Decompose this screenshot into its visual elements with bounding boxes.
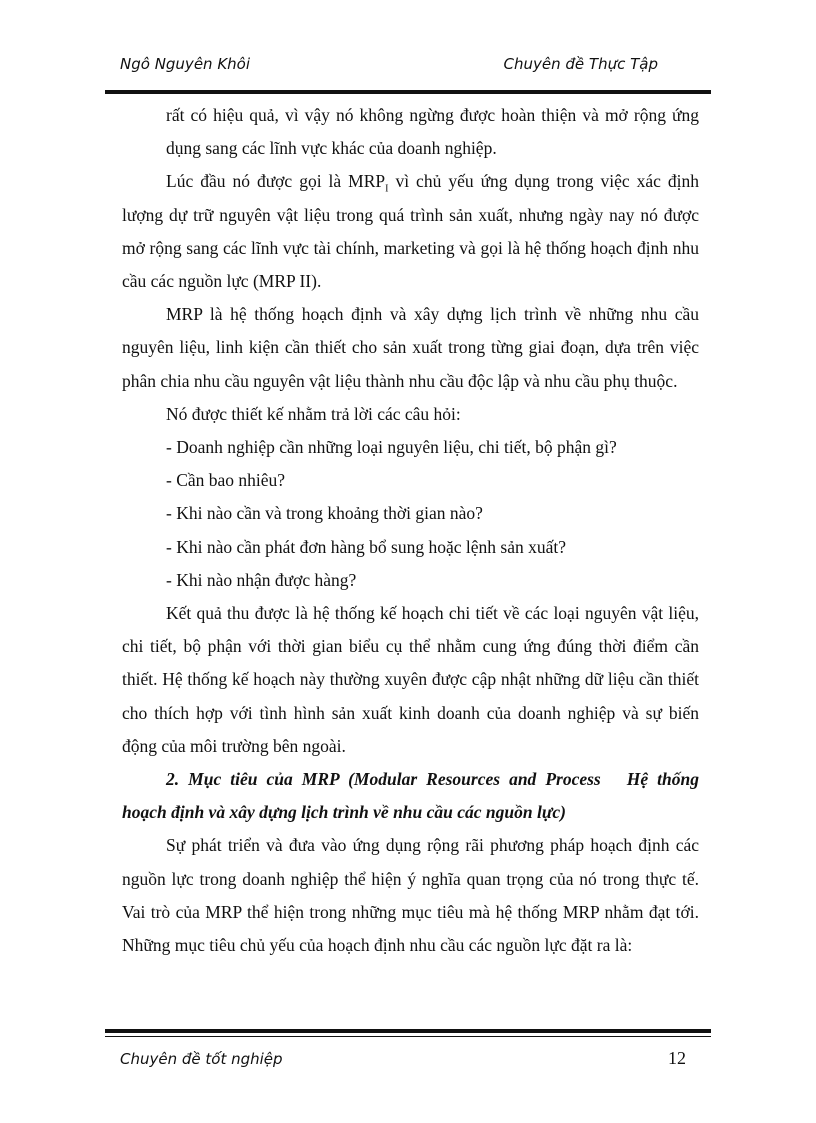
paragraph-mrp-origin [122, 165, 699, 298]
footer-label: Chuyên đề tốt nghiệp [120, 1050, 283, 1068]
paragraph-objectives: Sự phát triển và đưa vào ứng dụng rộng rãi phương pháp hoạch định các nguồn lực trong doanh nghiệp thể hiện ý nghĩa quan trọng của nó trong thực tế. Vai trò của MRP thể hiện trong những mục tiêu mà hệ thống MRP nhằm đạt tới. Những mục tiêu chủ yếu của hoạch định nhu cầu các nguồn lực đặt ra là: [122, 835, 699, 956]
paragraph-continuation: rất có hiệu quả, vì vậy nó không ngừng được hoàn thiện và mở rộng ứng dụng sang các lĩnh vực khác của doanh nghiệp. [166, 105, 699, 159]
question-item: - Khi nào cần phát đơn hàng bổ sung hoặc lệnh sản xuất? [166, 536, 566, 557]
page-number: 12 [668, 1048, 686, 1068]
paragraph-text: Lúc đầu nó được gọi là MRP [166, 171, 386, 192]
footer-divider-thin [105, 1036, 711, 1037]
header-author: Ngô Nguyên Khôi [120, 55, 251, 73]
heading-text-cont: Hệ thống hoạch định và xây dựng lịch trình về nhu cầu các nguồn lực) [122, 769, 699, 823]
header-divider [105, 90, 711, 94]
question-item: - Cần bao nhiêu? [166, 470, 286, 491]
question-item: - Doanh nghiệp cần những loại nguyên liệu, chi tiết, bộ phận gì? [166, 437, 617, 458]
question-item: - Khi nào nhận được hàng? [166, 569, 357, 590]
question-item: - Khi nào cần và trong khoảng thời gian nào? [166, 503, 483, 524]
paragraph-mrp-definition: MRP là hệ thống hoạch định và xây dựng lịch trình về những nhu cầu nguyên liệu, linh kiện cần thiết cho sản xuất trong từng giai đoạn, dựa trên việc phân chia nhu cầu nguyên vật liệu thành nhu cầu độc lập và nhu cầu phụ thuộc. [122, 304, 699, 391]
document-body [122, 99, 699, 962]
subscript: I [385, 183, 389, 195]
heading-text: 2. Mục tiêu của MRP (Modular Resources and Process [166, 769, 601, 790]
header-title: Chuyên đề Thực Tập [503, 55, 658, 73]
footer-divider [105, 1029, 711, 1033]
paragraph-result: Kết quả thu được là hệ thống kế hoạch chi tiết về các loại nguyên vật liệu, chi tiết, bộ phận với thời gian biểu cụ thể nhằm cung ứng đúng thời điểm cần thiết. Hệ thống kế hoạch này thường xuyên được cập nhật những dữ liệu cần thiết cho thích hợp với tình hình sản xuất kinh doanh của doanh nghiệp và sự biến động của môi trường bên ngoài. [122, 603, 699, 756]
section-heading [122, 763, 699, 829]
paragraph-text: vì chủ yếu ứng dụng trong việc xác định lượng dự trữ nguyên vật liệu trong quá trình sản xuất, nhưng ngày nay nó được mở rộng sang các lĩnh vực tài chính, marketing và gọi là hệ thống hoạch định nhu cầu các nguồn lực (MRP II). [122, 171, 699, 292]
paragraph-questions-intro: Nó được thiết kế nhằm trả lời các câu hỏi: [166, 403, 461, 424]
